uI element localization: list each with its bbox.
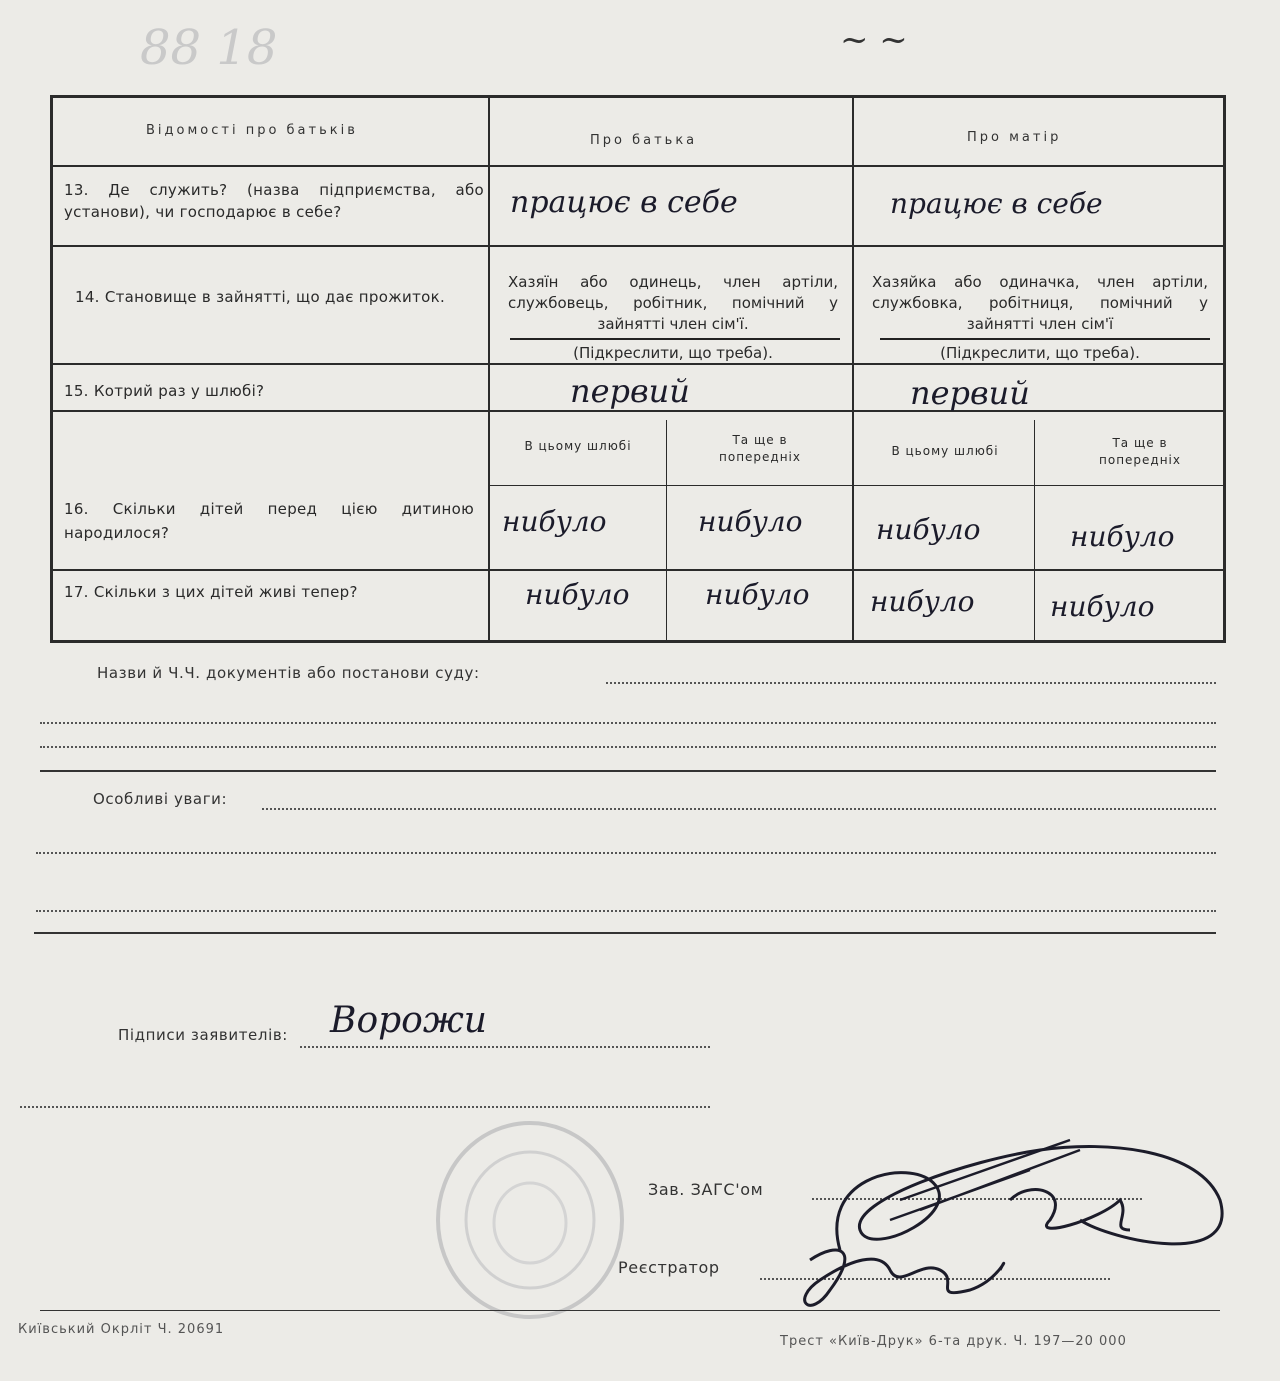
answer-16-father-previous: нибуло [698, 505, 803, 538]
header-parents-info: Відомості про батьків [146, 123, 358, 138]
header-mother: Про матір [967, 130, 1062, 145]
footer-censor-code: Київський Окрліт Ч. 20691 [18, 1322, 225, 1337]
underline-14-father [510, 338, 840, 340]
answer-13-father: працює в себе [510, 185, 738, 220]
answer-16-mother-previous: нибуло [1070, 520, 1175, 553]
answer-17-father-this: нибуло [525, 578, 630, 611]
answer-17-mother-this: нибуло [870, 585, 975, 618]
notes-label: Особливі уваги: [93, 790, 228, 808]
answer-15-father: первий [570, 372, 690, 410]
parents-info-table [50, 95, 1226, 643]
documents-line-1 [606, 682, 1216, 684]
registrar-signature [770, 1230, 1050, 1330]
answer-16-mother-this: нибуло [876, 513, 981, 546]
question-15: 15. Котрий раз у шлюбі? [64, 382, 265, 400]
documents-line-2 [40, 722, 1216, 724]
notes-line-1 [262, 808, 1216, 810]
signatures-label: Підписи заявителів: [118, 1026, 288, 1044]
footer-printer: Трест «Київ-Друк» 6-та друк. Ч. 197—20 000 [780, 1334, 1127, 1349]
options-14-father: Хазяїн або одинець, член артіли, службовець, робітник, помічний у зайнятті член сім'ї. [508, 273, 838, 333]
notes-separator [34, 932, 1216, 934]
pencil-mark: 88 18 [140, 20, 278, 76]
footer-separator [40, 1310, 1220, 1311]
note-14-mother: (Підкреслити, що треба). [940, 344, 1140, 362]
head-of-registry-label: Зав. ЗАГС'ом [648, 1180, 764, 1199]
applicant-signature-line [300, 1046, 710, 1048]
question-14: 14. Становище в зайнятті, що дає прожиток. [75, 288, 446, 306]
subheader-father-previous: Та ще в попередніх [719, 433, 801, 464]
corner-scribble: ~ ~ [840, 20, 908, 60]
subheader-father-this-marriage: В цьому шлюбі [524, 439, 632, 453]
documents-separator [40, 770, 1216, 772]
answer-13-mother: працює в себе [890, 187, 1103, 220]
options-14-mother: Хазяйка або одиначка, член артіли, службовка, робітниця, помічний у зайнятті член сім'ї [872, 273, 1208, 333]
question-16: 16. Скільки дітей перед цією дитиною народилося? [64, 500, 474, 542]
question-17: 17. Скільки з цих дітей живі тепер? [64, 583, 358, 601]
notes-line-3 [36, 910, 1216, 912]
note-14-father: (Підкреслити, що треба). [573, 344, 773, 362]
answer-17-father-previous: нибуло [705, 578, 810, 611]
documents-line-3 [40, 746, 1216, 748]
question-13: 13. Де служить? (назва підприємства, або установи), чи господарює в себе? [64, 181, 484, 221]
documents-label: Назви й Ч.Ч. документів або постанови суду: [97, 664, 480, 682]
header-father: Про батька [590, 133, 698, 148]
registrar-label: Реєстратор [618, 1258, 720, 1277]
notes-line-2 [36, 852, 1216, 854]
subheader-mother-this-marriage: В цьому шлюбі [891, 444, 999, 458]
applicant-signature: Ворожи [330, 1000, 487, 1041]
answer-15-mother: первий [910, 374, 1030, 412]
answer-16-father-this: нибуло [502, 505, 607, 538]
underline-14-mother [880, 338, 1210, 340]
subheader-mother-previous: Та ще в попередніх [1099, 436, 1181, 467]
applicant-signature-line-2 [20, 1106, 710, 1108]
official-stamp [430, 1115, 630, 1325]
answer-17-mother-previous: нибуло [1050, 590, 1155, 623]
